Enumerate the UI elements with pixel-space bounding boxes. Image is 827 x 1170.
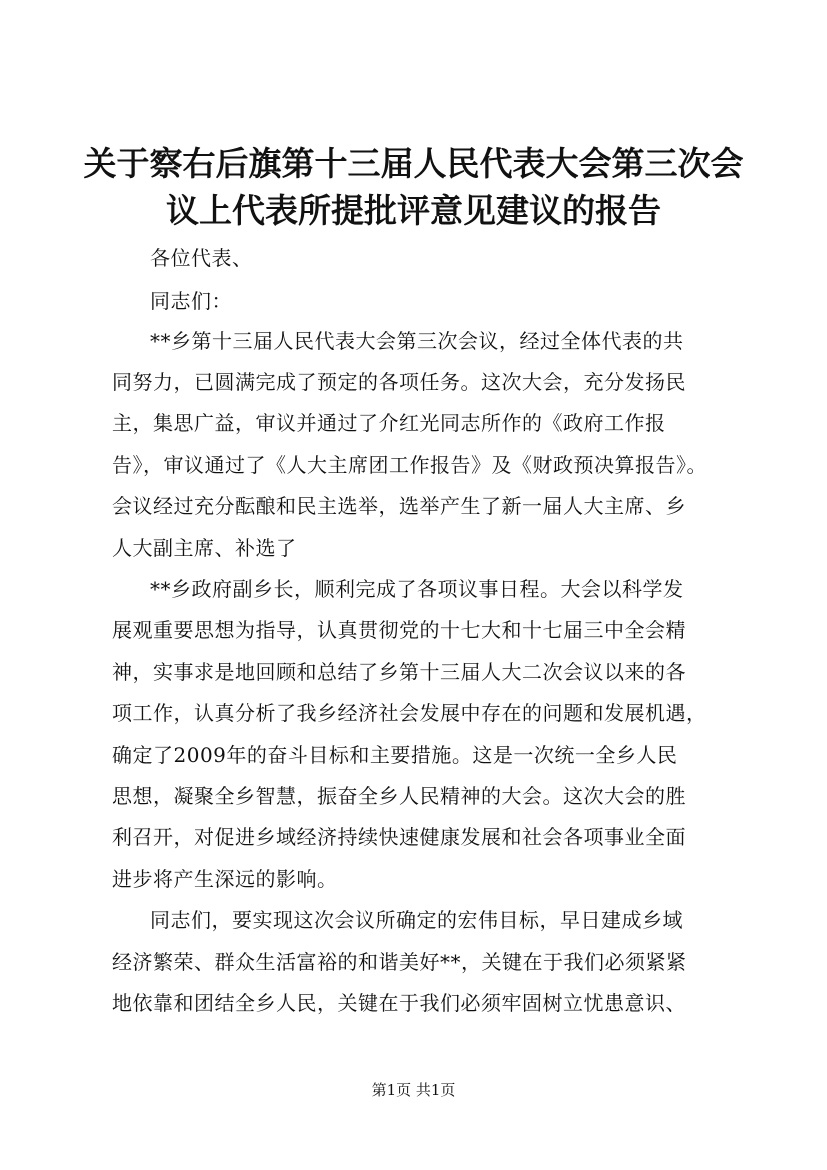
body-line: 展观重要思想为指导，认真贯彻党的十七大和十七届三中全会精 xyxy=(112,618,686,642)
body-line: 同志们，要实现这次会议所确定的宏伟目标，早日建成乡域 xyxy=(150,908,683,932)
body-line: 会议经过充分酝酿和民主选举，选举产生了新一届人大主席、乡 xyxy=(112,494,686,518)
body-line: **乡第十三届人民代表大会第三次会议，经过全体代表的共 xyxy=(150,329,684,353)
body-line: 主，集思广益，审议并通过了介红光同志所作的《政府工作报 xyxy=(112,411,666,435)
body-line: 思想，凝聚全乡智慧，振奋全乡人民精神的大会。这次大会的胜 xyxy=(112,784,686,808)
body-line: **乡政府副乡长，顺利完成了各项议事日程。大会以科学发 xyxy=(150,577,684,601)
salutation-line: 各位代表、 xyxy=(150,246,253,270)
title-line: 议上代表所提批评意见建议的报告 xyxy=(166,191,661,230)
body-line: 人大副主席、补选了 xyxy=(112,536,297,560)
body-line: 经济繁荣、群众生活富裕的和谐美好**，关键在于我们必须紧紧 xyxy=(112,950,687,974)
body-line: 地依靠和团结全乡人民，关键在于我们必须牢固树立忧患意识、 xyxy=(112,991,686,1015)
document-title xyxy=(0,140,827,234)
title-line: 关于察右后旗第十三届人民代表大会第三次会 xyxy=(83,144,744,183)
body-line: 利召开，对促进乡域经济持续快速健康发展和社会各项事业全面 xyxy=(112,825,686,849)
body-line: 告》，审议通过了《人大主席团工作报告》及《财政预决算报告》。 xyxy=(112,453,707,477)
salutation-line: 同志们： xyxy=(150,289,232,313)
body-line: 神，实事求是地回顾和总结了乡第十三届人大二次会议以来的各 xyxy=(112,660,686,684)
page-footer: 第1页 共1页 xyxy=(371,1081,456,1099)
body-line: 确定了2009年的奋斗目标和主要措施。这是一次统一全乡人民 xyxy=(112,743,678,767)
body-line: 项工作，认真分析了我乡经济社会发展中存在的问题和发展机遇， xyxy=(112,701,707,725)
body-line: 同努力，已圆满完成了预定的各项任务。这次大会，充分发扬民 xyxy=(112,370,686,394)
body-line: 进步将产生深远的影响。 xyxy=(112,867,338,891)
